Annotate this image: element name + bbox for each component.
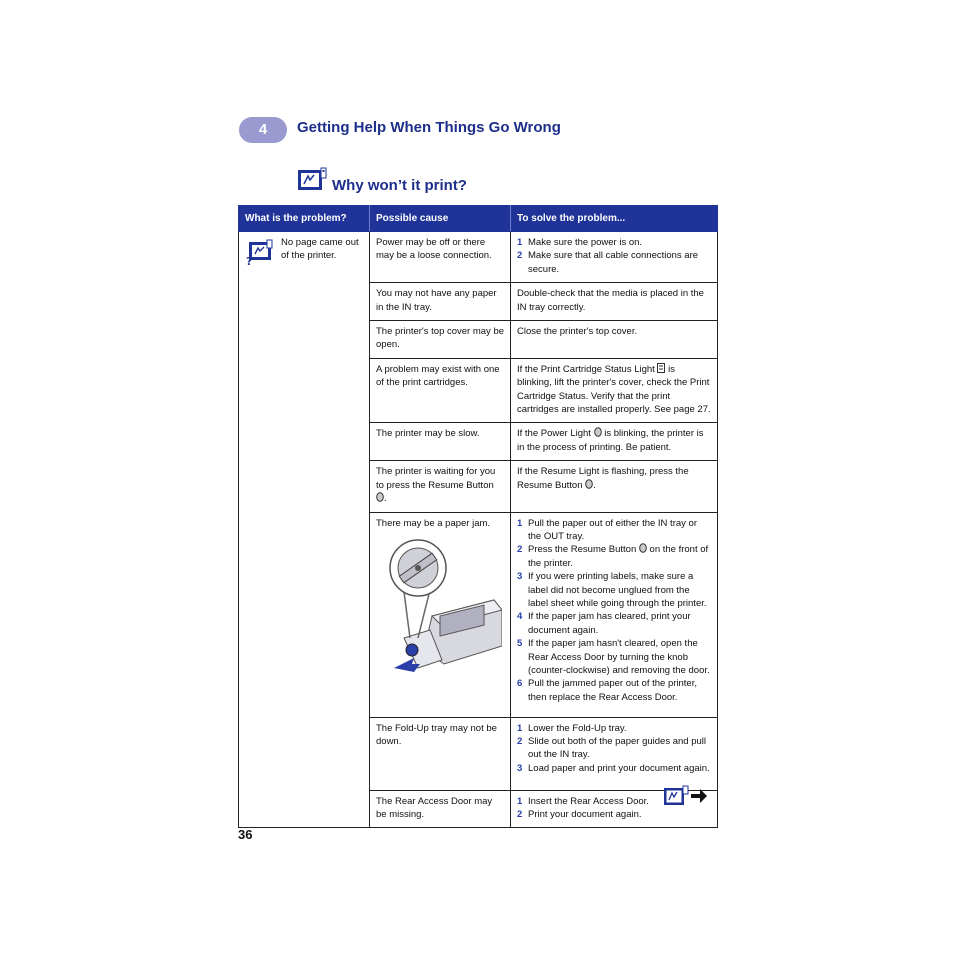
chapter-title: Getting Help When Things Go Wrong xyxy=(297,119,561,136)
section-title: Why won’t it print? xyxy=(332,177,467,194)
solution-cell: Double-check that the media is placed in the IN tray correctly. xyxy=(511,283,718,321)
solution-cell xyxy=(511,358,718,423)
cause-cell: The printer may be slow. xyxy=(370,423,511,461)
step-text: If the paper jam has cleared, print your document again. xyxy=(528,611,691,636)
step-number: 5 xyxy=(517,638,523,650)
step-text: on the front of the printer. xyxy=(528,544,709,569)
resume-button-icon xyxy=(639,543,647,553)
cause-cell: The printer's top cover may be open. xyxy=(370,321,511,359)
step-number: 2 xyxy=(517,544,523,556)
svg-text:?: ? xyxy=(246,255,253,266)
step-text: Print your document again. xyxy=(528,808,642,820)
step-number: 3 xyxy=(517,571,523,583)
step-text: Slide out both of the paper guides and pull out the IN tray. xyxy=(528,735,706,761)
cause-cell xyxy=(370,512,511,717)
chapter-number-badge: 4 xyxy=(239,117,287,143)
cause-cell: You may not have any paper in the IN tray. xyxy=(370,283,511,321)
step-text: Pull the paper out of either the IN tray or the OUT tray. xyxy=(528,517,697,542)
step-number: 1 xyxy=(517,517,523,529)
step-number: 2 xyxy=(517,735,523,747)
step-text: If the paper jam hasn't cleared, open the Rear Access Door by turning the knob (counter-clockwise) and removing the door. xyxy=(528,638,710,676)
solution-text: If the Print Cartridge Status Light xyxy=(517,363,655,375)
step-text: If you were printing labels, make sure a label did not become unglued from the label sheet while going through the printer. xyxy=(528,571,707,609)
step-text: Load paper and print your document again. xyxy=(528,762,710,774)
step-number: 2 xyxy=(517,808,523,820)
cause-cell xyxy=(370,461,511,512)
solution-text: If the Resume Light is flashing, press the Resume Button xyxy=(517,466,689,491)
solution-text: is blinking, the printer is in the process of printing. Be patient. xyxy=(517,428,704,453)
step-text: Lower the Fold-Up tray. xyxy=(528,722,627,734)
table-header-row xyxy=(239,206,718,232)
step-text: Insert the Rear Access Door. xyxy=(528,795,649,807)
step-number: 6 xyxy=(517,678,523,690)
power-light-icon xyxy=(594,427,602,437)
header-problem: What is the problem? xyxy=(239,206,370,232)
solution-cell xyxy=(511,512,718,717)
troubleshooting-table xyxy=(238,205,718,828)
step-number: 3 xyxy=(517,762,523,774)
step-text: Make sure the power is on. xyxy=(528,237,643,248)
cause-cell: A problem may exist with one of the print cartridges. xyxy=(370,358,511,423)
cause-cell: The Fold-Up tray may not be down. xyxy=(370,717,511,790)
cause-text: . xyxy=(384,493,387,505)
solution-text: If the Power Light xyxy=(517,428,591,440)
solution-cell xyxy=(511,461,718,512)
step-number: 1 xyxy=(517,237,523,248)
solution-cell xyxy=(511,423,718,461)
header-cause: Possible cause xyxy=(370,206,511,232)
cartridge-status-light-icon xyxy=(657,363,665,373)
step-text: Make sure that all cable connections are secure. xyxy=(528,250,699,275)
printer-troubleshoot-icon xyxy=(297,167,327,193)
next-page-arrow-icon[interactable] xyxy=(690,787,708,805)
step-text: Press the Resume Button xyxy=(528,544,637,556)
table-row xyxy=(239,232,718,283)
solution-cell xyxy=(511,232,718,283)
problem-text: No page came out of the printer. xyxy=(281,237,359,262)
cause-cell: The Rear Access Door may be missing. xyxy=(370,790,511,828)
step-number: 2 xyxy=(517,250,523,262)
page-number: 36 xyxy=(238,827,253,842)
header-solution: To solve the problem... xyxy=(511,206,718,232)
solution-cell xyxy=(511,717,718,790)
paper-jam-illustration xyxy=(384,538,502,673)
solution-text: . xyxy=(593,479,596,491)
step-number: 4 xyxy=(517,611,523,623)
step-text: Pull the jammed paper out of the printer, then replace the Rear Access Door. xyxy=(528,678,697,703)
problem-cell xyxy=(239,232,370,828)
resume-button-icon xyxy=(585,479,593,489)
step-number: 1 xyxy=(517,795,523,807)
cause-cell: Power may be off or there may be a loose connection. xyxy=(370,232,511,283)
printer-question-icon xyxy=(245,238,275,266)
cause-text: There may be a paper jam. xyxy=(376,517,491,529)
printer-troubleshoot-icon xyxy=(663,785,689,807)
resume-button-icon xyxy=(376,492,384,502)
step-number: 1 xyxy=(517,722,523,734)
cause-text: The printer is waiting for you to press the Resume Button xyxy=(376,466,496,491)
solution-text: is blinking, lift the printer's cover, check the Print Cartridge Status. Verify that the print cartridges are installed properly. See page 27. xyxy=(517,363,711,416)
solution-cell: Close the printer's top cover. xyxy=(511,321,718,359)
